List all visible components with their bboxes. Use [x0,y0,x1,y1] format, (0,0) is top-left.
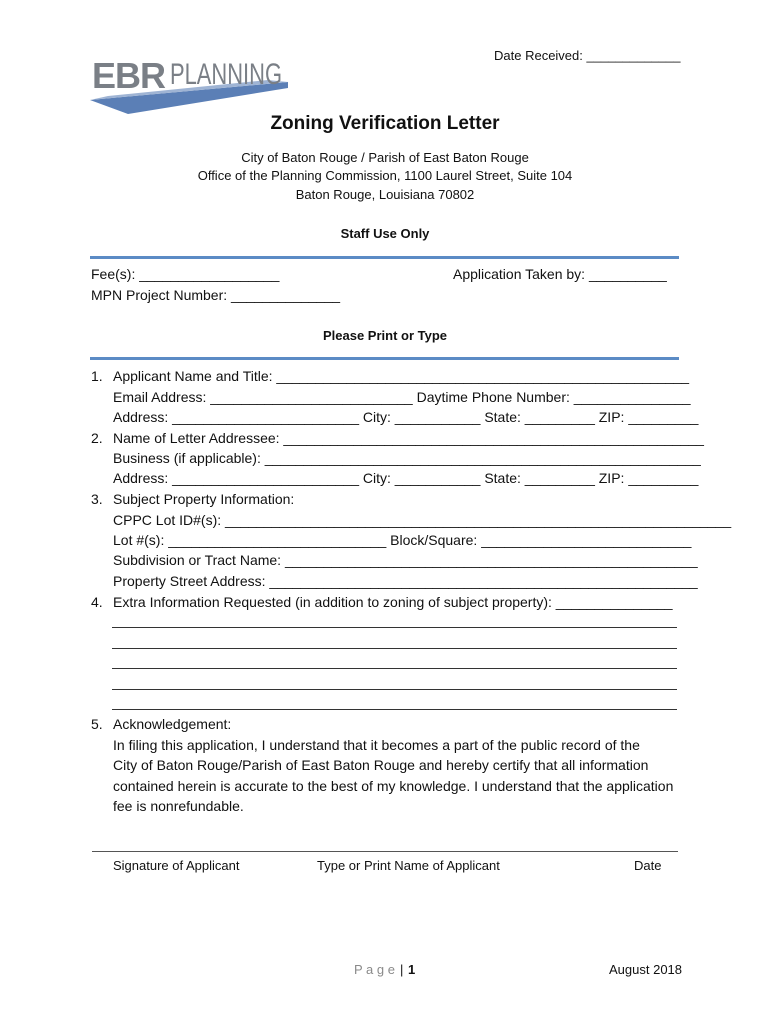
extra-info-line[interactable] [112,668,677,669]
print-or-type-heading: Please Print or Type [322,328,448,343]
page-label: P a g e [354,962,395,977]
address-line-2: Office of the Planning Commission, 1100 Laurel Street, Suite 104 [197,168,573,183]
logo-planning-text: PLANNING [170,58,282,91]
lot-block-field[interactable]: Lot #(s): ____________________________ Block/Square: ___________________________ [113,532,692,548]
date-label: Date [634,858,662,873]
acknowledgement-heading: Acknowledgement: [113,716,232,732]
business-field[interactable]: Business (if applicable): ________________________________________________________ [113,450,701,466]
subject-property-label: Subject Property Information: [113,491,295,507]
applicant-name-field[interactable]: Applicant Name and Title: _____________________________________________________ [113,368,690,384]
date-received: Date Received: _____________ [494,48,681,63]
address-line-3: Baton Rouge, Louisiana 70802 [295,187,475,202]
form-divider [90,357,679,360]
mpn-project-number-field[interactable]: MPN Project Number: ______________ [91,287,341,303]
revision-date: August 2018 [609,962,683,977]
item-number-5: 5. [91,716,103,732]
extra-information-field[interactable]: Extra Information Requested (in addition to zoning of subject property): _______________ [113,594,673,610]
item-number-3: 3. [91,491,103,507]
item-number-2: 2. [91,430,103,446]
signature-of-applicant-label: Signature of Applicant [113,858,240,873]
logo-ebr-text: EBR [92,55,166,96]
application-taken-by-field[interactable]: Application Taken by: __________ [453,266,667,282]
item-number-4: 4. [91,594,103,610]
page-title: Zoning Verification Letter [270,113,500,134]
ebr-planning-logo [88,44,293,118]
extra-info-line[interactable] [112,627,677,628]
item-number-1: 1. [91,368,103,384]
page-separator: | [400,962,404,977]
applicant-address-field[interactable]: Address: ________________________ City: ___________ State: _________ ZIP: _________ [113,409,699,425]
address-line-1: City of Baton Rouge / Parish of East Baton Rouge [241,150,529,165]
signature-line[interactable] [92,851,678,852]
page-number: 1 [408,962,416,977]
acknowledgement-text: fee is nonrefundable. [113,798,244,814]
extra-info-line[interactable] [112,709,677,710]
extra-info-line[interactable] [112,689,677,690]
acknowledgement-text: In filing this application, I understand that it becomes a part of the public record of the [113,737,640,753]
cppc-lot-id-field[interactable]: CPPC Lot ID#(s): _________________________________________________________________ [113,512,732,528]
staff-use-heading: Staff Use Only [340,226,430,241]
extra-info-line[interactable] [112,648,677,649]
addressee-name-field[interactable]: Name of Letter Addressee: ______________________________________________________ [113,430,704,446]
staff-divider [90,256,679,259]
print-name-label: Type or Print Name of Applicant [317,858,500,873]
addressee-address-field[interactable]: Address: ________________________ City: ___________ State: _________ ZIP: _________ [113,470,699,486]
acknowledgement-text: contained herein is accurate to the best of my knowledge. I understand that the application [113,778,674,794]
email-field[interactable]: Email Address: __________________________ Daytime Phone Number: _______________ [113,389,691,405]
acknowledgement-text: City of Baton Rouge/Parish of East Baton Rouge and hereby certify that all information [113,757,649,773]
property-street-address-field[interactable]: Property Street Address: _______________________________________________________ [113,573,698,589]
fees-field[interactable]: Fee(s): __________________ [91,266,280,282]
subdivision-field[interactable]: Subdivision or Tract Name: _____________________________________________________ [113,552,698,568]
